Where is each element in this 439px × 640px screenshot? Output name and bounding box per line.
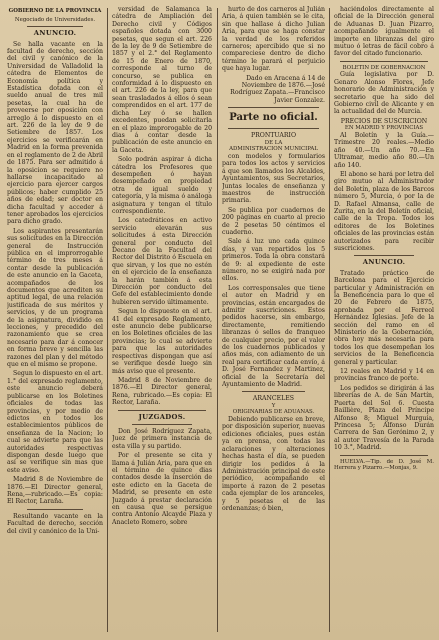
divider — [27, 26, 83, 27]
heading-line: ORIGINARIAS DE ADUANAS. — [232, 409, 315, 416]
divider — [242, 391, 305, 392]
paragraph: Se halla vacante en la facultad de derecho, sección del civil y canónico de la Universidad de Valladolid la cátedra de Elementos de Economía política y Estadística dotada con el sueldo anual de tres mil pesetas, la cual ha de proveerse por oposición con arreglo á lo dispuesto en el art. 226 de la ley de 9 de Setiembre de 1857. Los ejercicios se verificarán en Madrid en la forma prevenida en el reglamento de 2 de Abril de 1875. Para ser admitido á la oposicion se requiere no hallarse incapacitado al ejercicio para ejercer cargos públicos; haber cumplido 25 años de edad; ser doctor en dicha facultad y acceder á tener aprobados los ejercicios para dicho grado. — [7, 40, 103, 226]
anuncio-title: ANUNCIO. — [362, 258, 406, 267]
paragraph: hurto de dos carneros al Julián Aria, á quien también se le cita, sin que hallase á dicho Julian Aria, para que se haga constar la verdad de los referidos carneros; apercibido que si no compareciese dentro de dicho término le parará el perjuicio que haya lugar. — [222, 6, 325, 73]
heading-line: BOLETIN DE GOBERNACION — [342, 64, 426, 71]
column-rule — [107, 8, 108, 632]
column-4 — [334, 6, 434, 634]
heading-line: EN MADRID Y PROVINCIAS — [344, 125, 424, 132]
paragraph: Los catedráticos en activo servicio elevarán sus solicitudes á esta Dirección general por conducto del Decano de la Facultad del Rector del Distrito ó Escuela en que sirvan, y los que no estén en el ejercicio de la enseñanza la harán también á esta Dirección por conducto del Gefe del establecimiento donde hubieren servido últimamente. — [112, 217, 212, 306]
heading-line: PRECIOS DE SUSCRICION — [340, 117, 428, 125]
paragraph: versidad de Salamanca la cátedra de Ampliación del Derecho civil y Códigos españoles dotada con 3000 pesetas, que segun el art. 226 de la ley de 9 de Setiembre de 1857 y el 2.° del Reglamento de 15 de Enero de 1870, corresponde al turno de concurso, se publica en conformidad á lo dispuesto en el art. 226 de la ley, para que sean trasladados á ellos ó sean comprendidos en el art. 177 de dicha Ley ó se hallen excedentes, puedan solicitarla en el plazo improrogable de 20 dias á contar desde la publicación de este anuncio en la Gaceta. — [112, 6, 212, 154]
paragraph: Debiendo publicarse en breve, por disposición superior, nuevas ediciones oficiales, pues están ya en prensa, con todas las aclaraciones y alteraciones hechas hasta el día, se pueden dirigir los pedidos á la Administración principal de este periódico, acompañando el importe á razon de 2 pesetas cada ejemplar de los aranceles, y 5 pesetas el de las ordenanzas; ó bien, — [222, 416, 325, 512]
column-2 — [112, 6, 212, 634]
paragraph: Los aspirantes presentarán sus solicitudes en la Dirección general de Instrucción pública en el improrrogable término de tres meses á contar desde la publicación de este anuncio en la Gaceta, acompañados de los documentos que acrediten su aptitud legal, de una relación justificada de sus méritos y servicios, y de un programa de la asignatura, dividido en lecciones, y precedido del razonamiento que se crea necesario para dar á conocer en forma breve y sencilla las razones del plan y del método que en el mismo se propone. — [7, 227, 103, 369]
paragraph: El abono se hará por letra del giro mutuo al Administrador del Boletín, plaza de los Barcos número 5, Murcia, ó por la de D. Rafael Almansa, calle de Zurita, en la del Boletín oficial, calle de la Tropa. Todos los editores de los Boletines oficiales de las provincias están autorizados para recibir suscriciones. — [334, 170, 434, 252]
paragraph: Resultando vacante en la Facultad de derecho, sección del civil y canónico de la Uni- — [7, 512, 103, 535]
paragraph: haciéndolos directamente al oficial de la Dirección general de Aduanas D. Juan Pizarro, acompañando igualmente el importe en libranzas del giro mutuo ó letras de fácil cobro á favor del citado funcionario. — [334, 6, 434, 58]
paragraph: Segun lo dispuesto en el art. 1.° del expresado reglamento, este anuncio deberá publicarse en los Boletines oficiales de todas las provincias, y por medio de edictos en todos los establecimientos públicos de enseñanza de la Nacion; lo cual se advierte para que las autoridades respectivas dispongan desde luego que así se verifique sin mas que este aviso. — [7, 370, 103, 474]
top-heading: GOBIERNO DE LA PROVINCIA — [8, 8, 102, 14]
paragraph: Tratado práctico de Barcelona para el Ejercicio particular y Administración en la Beneficencia para lo que el 20 de Febrero de 1875, aprobada por el Ferreol Hernández Iglesias. Jefe de la sección del ramo en el Ministerio de la Gobernación, obra hoy más necesaria para todos los que desempeñan los servicios de la Beneficencia general y particular. — [334, 269, 434, 366]
divider — [132, 424, 192, 425]
heading-line: Y — [271, 402, 276, 409]
sub-heading: Negociado de Universidades. — [14, 16, 96, 23]
heading-line: ADMINISTRACION MUNICIPAL — [229, 146, 318, 153]
section-title: Parte no oficial. — [229, 112, 318, 124]
divider — [340, 61, 428, 62]
paragraph: Sale á luz uno cada quince días, y van repartidos los 5 primeros. Toda la obra constará de 9: al expediente de este número, no se exigirá nada por ellos. — [222, 238, 325, 283]
column-rule — [329, 8, 330, 632]
divider — [340, 455, 428, 456]
printer-imprint: HUELVA.—Tip. de D. José M. Herrera y Pizarro.—Monjas, 9. — [334, 458, 434, 472]
column-rule — [217, 8, 218, 632]
paragraph: 12 reales en Madrid y 14 en provincias franco de porte. — [334, 368, 434, 383]
paragraph: Segun lo dispuesto en el art. 41 del expresado Reglamento, este anuncio debe publicarse en los Boletines oficiales de las provincias; lo cual se advierte para que las autoridades respectivas dispongan que así se verifique desde luego sin más aviso que el presente. — [112, 308, 212, 375]
paragraph: Los corresponsales que tiene el autor en Madrid y en provincias, están encargados de admitir suscriciones. Estos pedidos hacerse, sin embargo, directamente, remitiendo libranzas ó sellos de franqueo de cualquier precio, por el valor de los cuadernos publicados y años más, con adiamento de un real para certificar cada envío, á D. José Fernandez y Martinez, oficial de la Secretaría del Ayuntamiento de Madrid. — [222, 284, 325, 389]
paragraph: Solo podrán aspirar á dicha cátedra los Profesores que desempeñen ó hayan desempeñado en propiedad otra de igual sueldo y categoría, y la misma ó análoga asignatura y tengan el título correspondiente. — [112, 156, 212, 215]
section-heading: JUZGADOS. — [138, 412, 186, 421]
heading-line: PRONTUARIO — [250, 132, 297, 140]
paragraph: Madrid 8 de Noviembre de 1876.—El Director general, Rena, rubricado.—Es copia: El Rector, Laraña. — [112, 376, 212, 407]
divider — [228, 107, 319, 108]
divider — [27, 509, 83, 510]
paragraph: Los pedidos se dirigirán á las librerías de A. de San Martín, Puerta del Sol 6. Cuesta Baillière, Plaza del Príncipe Alfonso 8; Miguel Murguía, Princesa 5; Alfonso Durán Carrera de San Gerónimo 2, y al autor Travesía de la Parada 10 3.°, Madrid. — [334, 384, 434, 452]
paragraph: con modelos y formularios para todos los actos y servicios á que son llamados los Alcaldes, Ayuntamientos, sus Secretarios, Juntas locales de enseñanza y maestros de instrucción primaria. — [222, 152, 325, 205]
paragraph: Madrid 8 de Noviembre de 1876.—El Director general, Rena,—rubricado.—Es copia: El Rector, Laraña. — [7, 476, 103, 506]
divider — [118, 410, 206, 411]
column-1 — [7, 6, 103, 634]
paragraph: Se publica por cuadernos de 200 páginas en cuarto al precio de 2 pesetas 50 céntimos el cuaderno. — [222, 206, 325, 236]
paragraph: Por el presente se cita y llama á Julián Aria, para que en el término de quince dias contados desde la inserción de este edicto en la Gaceta de Madrid, se presente en este Juzgado á prestar declaración en causa que se persigue contra Antonio Alcayde Plaza y Anacleto Romero, sobre — [112, 452, 212, 526]
paragraph: Don José Rodríguez Zapata, Juez de primera instancia de esta villa y su partido. — [112, 427, 212, 450]
column-3 — [222, 6, 325, 634]
heading-line: ARANCELES — [252, 395, 295, 403]
paragraph: Guía legislativa por D. Genaro Alonso Flores, Jefe honorario de Administración y secretario que ha sido del Gobierno civil de Alicante y en la actualidad del de Murcia. — [334, 71, 434, 116]
divider — [228, 128, 319, 129]
divider — [354, 255, 414, 256]
paragraph: Al Boletín y la Guía.—Trimestre 20 reales.—Medio año 40.—Un año 70.—En Ultramar, medio año 80.—Un año 140. — [334, 131, 434, 169]
heading-line: DE LA — [264, 139, 283, 146]
paragraph: Dado en Aracena á 14 de Noviembre de 1876.—José Rodríguez Zapata.—Francisco Javier Gonzalez. — [230, 74, 325, 104]
anuncio-title: ANUNCIO. — [33, 29, 77, 38]
